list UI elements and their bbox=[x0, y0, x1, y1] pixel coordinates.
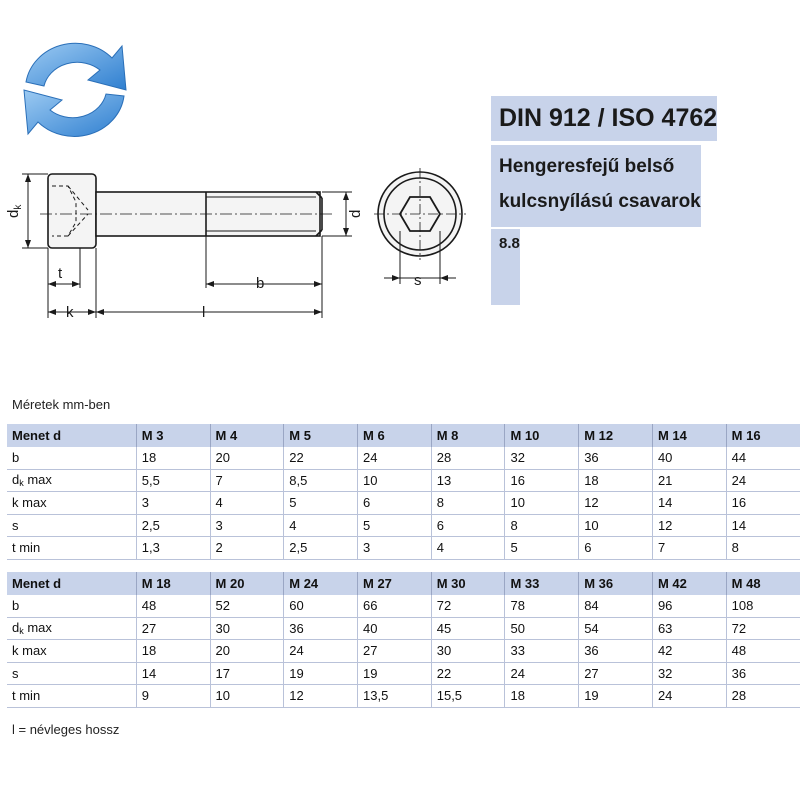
row-label: s bbox=[7, 662, 136, 685]
table-cell: 32 bbox=[652, 662, 726, 685]
column-header: M 14 bbox=[652, 424, 726, 447]
table-cell: 19 bbox=[284, 662, 358, 685]
table-cell: 7 bbox=[652, 537, 726, 560]
row-label: s bbox=[7, 514, 136, 537]
table-cell: 28 bbox=[431, 447, 505, 469]
table-cell: 66 bbox=[358, 595, 432, 617]
row-label: t min bbox=[7, 537, 136, 560]
dimensions-table-1 bbox=[7, 424, 800, 560]
description-line-2: kulcsnyílású csavarok bbox=[499, 191, 701, 212]
table-cell: 7 bbox=[210, 469, 284, 492]
table-cell: 15,5 bbox=[431, 685, 505, 708]
table-cell: 16 bbox=[505, 469, 579, 492]
product-description bbox=[491, 145, 701, 227]
table-row bbox=[7, 662, 800, 685]
table-cell: 2,5 bbox=[284, 537, 358, 560]
table-cell: 2,5 bbox=[136, 514, 210, 537]
row-label-rest: max bbox=[23, 472, 52, 488]
table-cell: 4 bbox=[431, 537, 505, 560]
table-row bbox=[7, 447, 800, 469]
table-cell: 13 bbox=[431, 469, 505, 492]
table-cell: 1,3 bbox=[136, 537, 210, 560]
table-cell: 44 bbox=[726, 447, 800, 469]
table-cell: 36 bbox=[726, 662, 800, 685]
table-cell: 54 bbox=[579, 617, 653, 640]
units-note: Méretek mm-ben bbox=[12, 397, 111, 412]
label-dk: $d_k$ bbox=[5, 204, 24, 218]
table-cell: 72 bbox=[431, 595, 505, 617]
dimensions-table-2 bbox=[7, 572, 800, 708]
table-cell: 27 bbox=[136, 617, 210, 640]
table-row bbox=[7, 685, 800, 708]
column-header: M 16 bbox=[726, 424, 800, 447]
table-cell: 8 bbox=[505, 514, 579, 537]
row-label-rest: max bbox=[23, 620, 52, 636]
column-header: M 36 bbox=[579, 572, 653, 595]
column-header: M 10 bbox=[505, 424, 579, 447]
column-header: M 4 bbox=[210, 424, 284, 447]
row-label-main: d bbox=[12, 472, 20, 488]
table-cell: 28 bbox=[726, 685, 800, 708]
column-header: Menet d bbox=[7, 572, 136, 595]
circular-refresh-arrows-icon bbox=[4, 24, 146, 156]
table-cell: 40 bbox=[358, 617, 432, 640]
table-cell: 19 bbox=[358, 662, 432, 685]
strength-grade: 8.8 bbox=[491, 229, 520, 305]
table-cell: 96 bbox=[652, 595, 726, 617]
table-cell: 4 bbox=[284, 514, 358, 537]
column-header: M 3 bbox=[136, 424, 210, 447]
table-cell: 40 bbox=[652, 447, 726, 469]
table-cell: 24 bbox=[652, 685, 726, 708]
table-cell: 18 bbox=[505, 685, 579, 708]
table-cell: 8,5 bbox=[284, 469, 358, 492]
table-cell: 10 bbox=[579, 514, 653, 537]
table-cell: 5 bbox=[505, 537, 579, 560]
table-cell: 3 bbox=[136, 492, 210, 515]
column-header: M 30 bbox=[431, 572, 505, 595]
table-cell: 20 bbox=[210, 447, 284, 469]
column-header: M 6 bbox=[358, 424, 432, 447]
table-cell: 21 bbox=[652, 469, 726, 492]
table-cell: 8 bbox=[726, 537, 800, 560]
column-header: M 5 bbox=[284, 424, 358, 447]
row-label-sub: k bbox=[19, 626, 24, 637]
row-label: k max bbox=[7, 492, 136, 515]
row-label: b bbox=[7, 447, 136, 469]
table-cell: 60 bbox=[284, 595, 358, 617]
table-cell: 27 bbox=[358, 640, 432, 663]
row-label: b bbox=[7, 595, 136, 617]
table-row bbox=[7, 514, 800, 537]
table-cell: 19 bbox=[579, 685, 653, 708]
column-header: M 42 bbox=[652, 572, 726, 595]
table-row bbox=[7, 537, 800, 560]
standard-title: DIN 912 / ISO 4762 bbox=[491, 96, 717, 141]
table-cell: 12 bbox=[579, 492, 653, 515]
table-cell: 2 bbox=[210, 537, 284, 560]
table-cell: 63 bbox=[652, 617, 726, 640]
row-label bbox=[7, 617, 136, 640]
table-cell: 24 bbox=[358, 447, 432, 469]
description-line-1: Hengeresfejű belső bbox=[499, 156, 675, 177]
label-b: b bbox=[256, 275, 265, 292]
table-cell: 36 bbox=[579, 640, 653, 663]
table-row bbox=[7, 640, 800, 663]
column-header: M 24 bbox=[284, 572, 358, 595]
column-header: M 33 bbox=[505, 572, 579, 595]
table-cell: 24 bbox=[505, 662, 579, 685]
row-label-sub: k bbox=[19, 478, 24, 489]
table-cell: 52 bbox=[210, 595, 284, 617]
table-cell: 12 bbox=[652, 514, 726, 537]
table-cell: 10 bbox=[505, 492, 579, 515]
table-cell: 5 bbox=[358, 514, 432, 537]
table-cell: 78 bbox=[505, 595, 579, 617]
table-row bbox=[7, 617, 800, 640]
table-cell: 30 bbox=[210, 617, 284, 640]
table-cell: 108 bbox=[726, 595, 800, 617]
column-header: M 8 bbox=[431, 424, 505, 447]
table-cell: 48 bbox=[726, 640, 800, 663]
table-cell: 18 bbox=[136, 447, 210, 469]
column-header: M 48 bbox=[726, 572, 800, 595]
table-cell: 16 bbox=[726, 492, 800, 515]
table-cell: 6 bbox=[579, 537, 653, 560]
table-cell: 50 bbox=[505, 617, 579, 640]
table-cell: 20 bbox=[210, 640, 284, 663]
table-cell: 9 bbox=[136, 685, 210, 708]
table-cell: 6 bbox=[431, 514, 505, 537]
table-cell: 42 bbox=[652, 640, 726, 663]
table-cell: 10 bbox=[358, 469, 432, 492]
table-cell: 36 bbox=[284, 617, 358, 640]
label-d: d bbox=[347, 209, 364, 218]
label-s: s bbox=[414, 272, 422, 289]
table-cell: 48 bbox=[136, 595, 210, 617]
row-label: t min bbox=[7, 685, 136, 708]
table-cell: 22 bbox=[431, 662, 505, 685]
table-cell: 8 bbox=[431, 492, 505, 515]
row-label-main: d bbox=[12, 620, 20, 636]
table-cell: 84 bbox=[579, 595, 653, 617]
table-row bbox=[7, 492, 800, 515]
table-cell: 24 bbox=[284, 640, 358, 663]
table-cell: 45 bbox=[431, 617, 505, 640]
table-cell: 4 bbox=[210, 492, 284, 515]
table-cell: 27 bbox=[579, 662, 653, 685]
table-row bbox=[7, 469, 800, 492]
table-cell: 72 bbox=[726, 617, 800, 640]
table-cell: 18 bbox=[136, 640, 210, 663]
table-cell: 5 bbox=[284, 492, 358, 515]
table-cell: 3 bbox=[358, 537, 432, 560]
column-header: M 20 bbox=[210, 572, 284, 595]
label-k: k bbox=[66, 304, 74, 321]
label-l: l bbox=[202, 304, 206, 321]
column-header: M 27 bbox=[358, 572, 432, 595]
table-cell: 5,5 bbox=[136, 469, 210, 492]
table-cell: 17 bbox=[210, 662, 284, 685]
table-cell: 30 bbox=[431, 640, 505, 663]
table-cell: 6 bbox=[358, 492, 432, 515]
column-header: Menet d bbox=[7, 424, 136, 447]
row-label bbox=[7, 469, 136, 492]
table-header-row bbox=[7, 572, 800, 595]
table-cell: 12 bbox=[284, 685, 358, 708]
footnote: l = névleges hossz bbox=[12, 722, 120, 737]
table-cell: 14 bbox=[726, 514, 800, 537]
label-t: t bbox=[58, 265, 63, 282]
table-cell: 10 bbox=[210, 685, 284, 708]
table-cell: 32 bbox=[505, 447, 579, 469]
table-cell: 14 bbox=[136, 662, 210, 685]
row-label: k max bbox=[7, 640, 136, 663]
table-header-row bbox=[7, 424, 800, 447]
table-row bbox=[7, 595, 800, 617]
table-cell: 24 bbox=[726, 469, 800, 492]
table-cell: 33 bbox=[505, 640, 579, 663]
table-cell: 18 bbox=[579, 469, 653, 492]
table-cell: 36 bbox=[579, 447, 653, 469]
column-header: M 18 bbox=[136, 572, 210, 595]
table-cell: 14 bbox=[652, 492, 726, 515]
bolt-technical-drawing bbox=[0, 160, 480, 330]
column-header: M 12 bbox=[579, 424, 653, 447]
table-cell: 3 bbox=[210, 514, 284, 537]
table-cell: 13,5 bbox=[358, 685, 432, 708]
table-cell: 22 bbox=[284, 447, 358, 469]
